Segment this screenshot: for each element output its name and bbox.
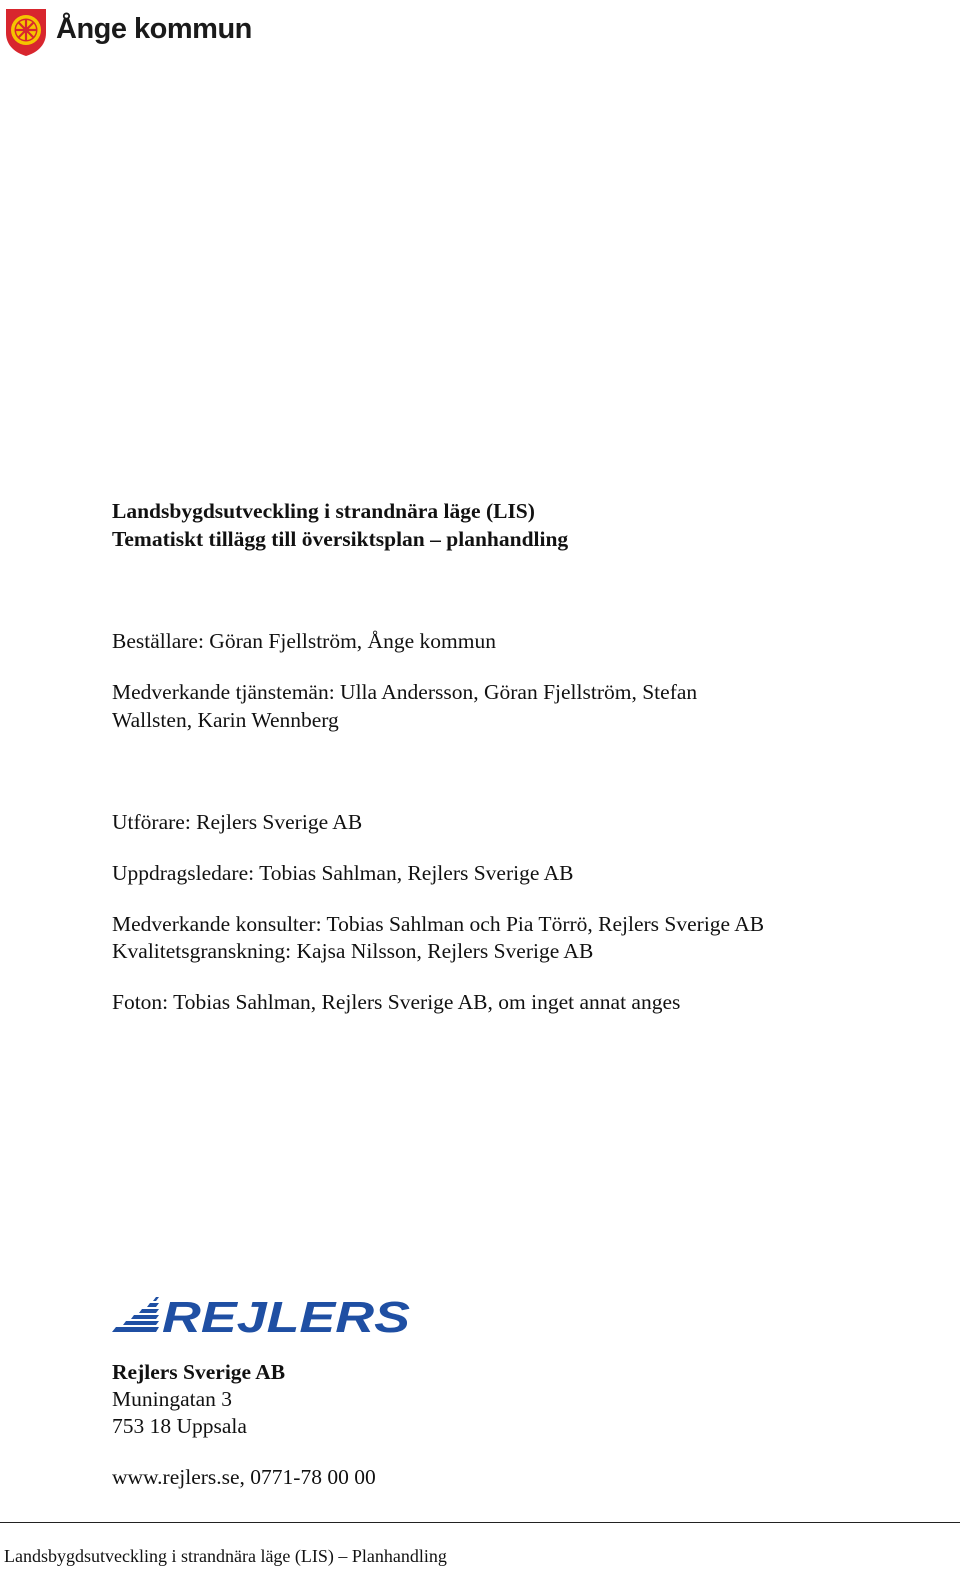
- company-contact: www.rejlers.se, 0771-78 00 00: [112, 1465, 376, 1489]
- company-name: Rejlers Sverige AB: [112, 1360, 286, 1384]
- contractor-line: Utförare: Rejlers Sverige AB: [112, 810, 363, 834]
- company-street: Muningatan 3: [112, 1387, 233, 1411]
- officials-line-2: Wallsten, Karin Wennberg: [112, 708, 339, 732]
- municipality-logo: [4, 6, 252, 58]
- officials-line-1: Medverkande tjänstemän: Ulla Andersson, Göran Fjellström, Stefan: [112, 680, 698, 704]
- ange-kommun-shield-icon: [4, 7, 48, 57]
- company-city: 753 18 Uppsala: [112, 1414, 247, 1438]
- client-line: Beställare: Göran Fjellström, Ånge kommun: [112, 629, 496, 653]
- footer-text: Landsbygdsutveckling i strandnära läge (LIS) – Planhandling: [4, 1546, 447, 1566]
- rejlers-logo: [112, 1296, 412, 1341]
- document-title: Landsbygdsutveckling i strandnära läge (LIS): [112, 499, 535, 523]
- rejlers-logo-graphic: [112, 1296, 412, 1336]
- quality-review-line: Kvalitetsgranskning: Kajsa Nilsson, Rejlers Sverige AB: [112, 939, 594, 963]
- photo-credit-line: Foton: Tobias Sahlman, Rejlers Sverige AB, om inget annat anges: [112, 990, 681, 1014]
- consultants-line: Medverkande konsulter: Tobias Sahlman och Pia Törrö, Rejlers Sverige AB: [112, 912, 765, 936]
- document-subtitle: Tematiskt tillägg till översiktsplan – planhandling: [112, 527, 569, 551]
- project-lead-line: Uppdragsledare: Tobias Sahlman, Rejlers Sverige AB: [112, 861, 574, 885]
- svg-text:REJLERS: REJLERS: [162, 1296, 410, 1336]
- municipality-name: Ånge kommun: [56, 12, 252, 45]
- footer-divider: [0, 1522, 960, 1523]
